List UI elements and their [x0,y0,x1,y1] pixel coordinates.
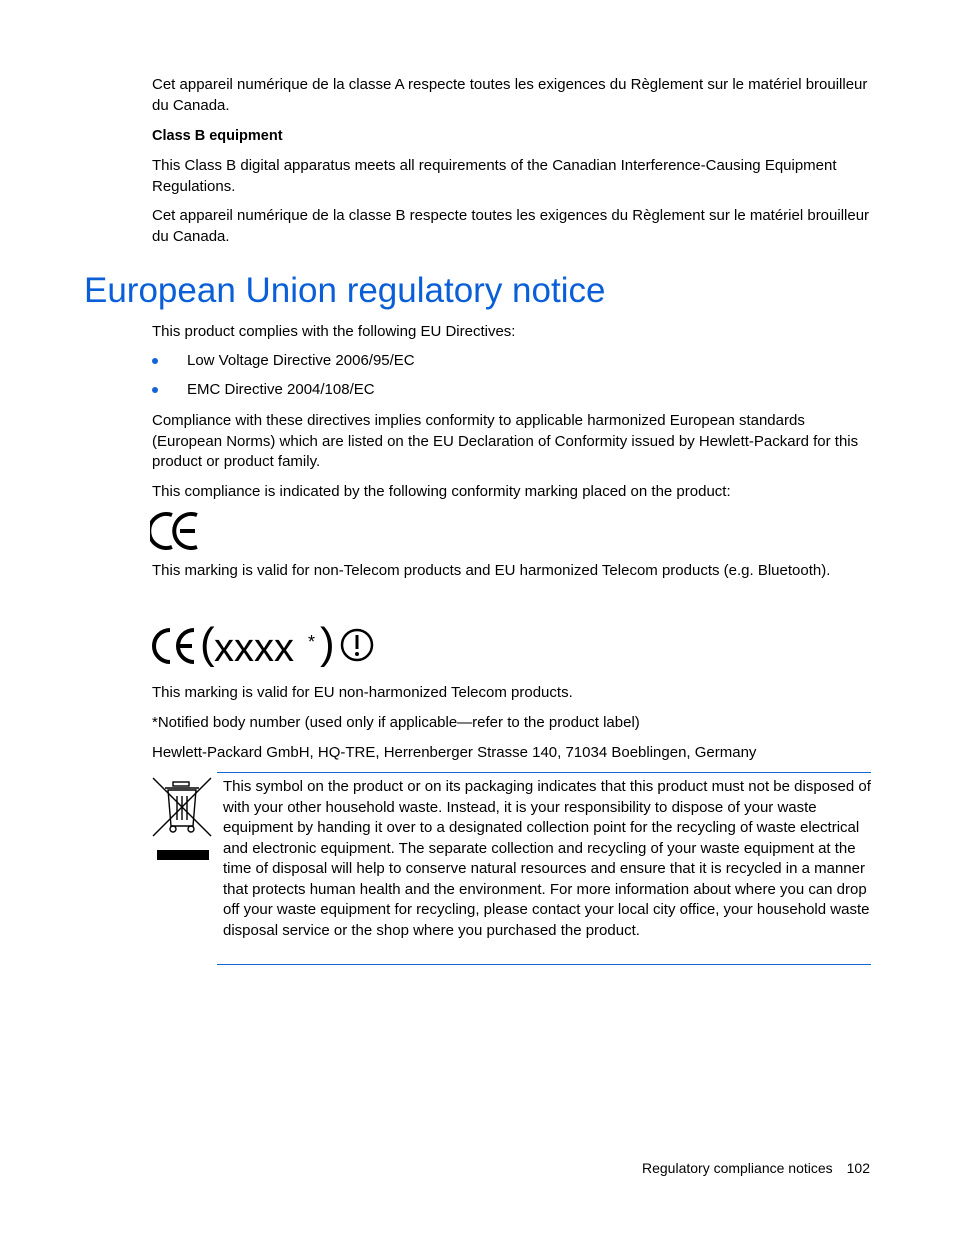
canada-class-b-french: Cet appareil numérique de la classe B respecte toutes les exigences du Règlement sur le matériel brouilleur du Canada. [152,207,870,245]
canada-class-b-english: This Class B digital apparatus meets all requirements of the Canadian Interference-Causing Equipment Regulations. [152,157,837,195]
ce-notified-mark [150,620,380,672]
page-title: European Union regulatory notice [84,271,606,310]
directive-label: EMC Directive 2004/108/EC [187,381,375,398]
bullet-icon [152,358,158,364]
footer-section: Regulatory compliance notices [641,1160,833,1176]
asterisk-mark: * [308,632,316,652]
marking-valid-1: This marking is valid for non-Telecom products and EU harmonized Telecom products (e.g. Bluetooth). [152,562,831,579]
crossed-bin-icon [151,776,213,864]
canada-class-a-french: Cet appareil numérique de la classe A respecte toutes les exigences du Règlement sur le matériel brouilleur du Canada. [152,76,868,114]
notified-body-note: *Notified body number (used only if applicable—refer to the product label) [152,714,640,731]
page-footer [642,1158,870,1179]
weee-text: This symbol on the product or on its packaging indicates that this product must not be disposed of with your other household waste. Instead, it is your responsibility to dispose of your waste equipment by handing it over to a designated collection point for the recycling of waste electrical and electronic equipment. The separate collection and recycling of your waste equipment at the time of disposal will help to conserve natural resources and ensure that it is recycled in a manner that protects human health and the environment. For more information about where you can drop off your waste equipment for recycling, please contact your local city office, your household waste disposal service or the shop where you purchased the product. [223,778,871,939]
hp-address: Hewlett-Packard GmbH, HQ-TRE, Herrenberger Strasse 140, 71034 Boeblingen, Germany [152,744,757,761]
weee-notice [217,772,871,965]
class-b-heading: Class B equipment [152,128,283,144]
ce-mark-icon [150,509,202,553]
page-number: 102 [846,1160,870,1176]
alert-circle-icon [340,628,374,662]
marking-intro: This compliance is indicated by the following conformity marking placed on the product: [152,483,731,500]
directive-label: Low Voltage Directive 2006/95/EC [187,352,415,369]
open-paren: ( [200,619,215,668]
close-paren: ) [320,619,335,668]
marking-valid-2: This marking is valid for EU non-harmonized Telecom products. [152,684,573,701]
notified-body-code: xxxx [214,626,294,670]
bullet-icon [152,387,158,393]
eu-compliance: Compliance with these directives implies conformity to applicable harmonized European standards (European Norms) which are listed on the EU Declaration of Conformity issued by Hewlett-Packard for this product or product family. [152,412,859,470]
ce-mark-icon [150,626,200,666]
eu-intro: This product complies with the following EU Directives: [152,323,516,340]
